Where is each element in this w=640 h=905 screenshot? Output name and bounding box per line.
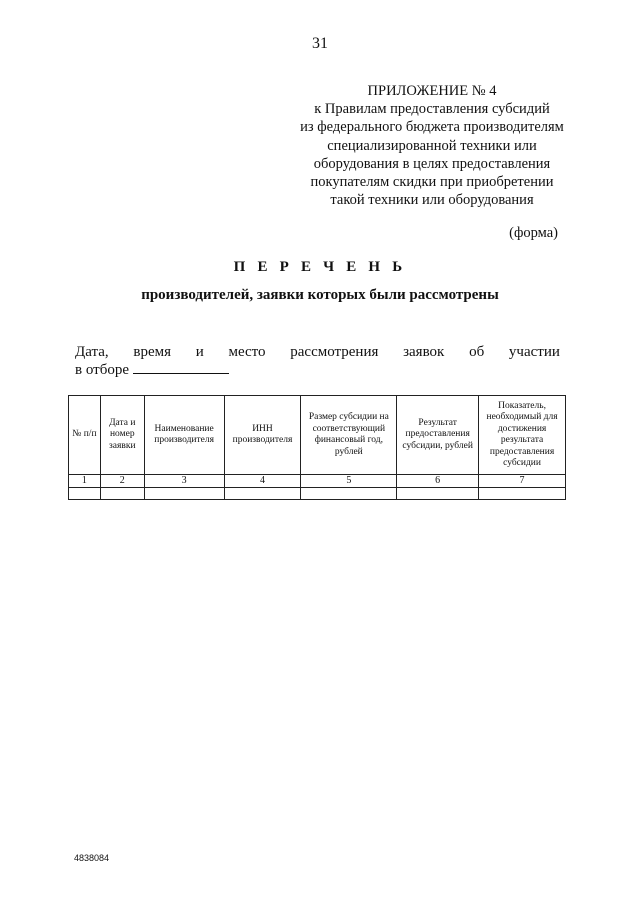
appendix-title: ПРИЛОЖЕНИЕ № 4 — [367, 83, 497, 99]
page-number: 31 — [312, 35, 328, 52]
table-header-row — [69, 396, 566, 475]
appendix-line: покупателям скидки при приобретении — [310, 174, 554, 191]
header-cell-result: Результат предоставления субсидии, рублей — [397, 396, 479, 475]
date-line-word: и — [195, 344, 204, 360]
document-title: П Е Р Е Ч Е Н Ь — [233, 259, 407, 275]
header-cell-inn: ИНН производителя — [224, 396, 301, 475]
appendix-line: специализированной техники или — [327, 137, 537, 154]
appendix-line: к Правилам предоставления субсидий — [314, 101, 550, 118]
date-line-word: об — [469, 344, 485, 360]
header-cell-number: № п/п — [69, 396, 101, 475]
column-number: 1 — [69, 475, 101, 488]
empty-cell — [144, 488, 224, 500]
header-cell-application: Дата и номер заявки — [100, 396, 144, 475]
appendix-line: такой техники или оборудования — [330, 192, 534, 209]
form-note: (форма) — [509, 225, 558, 241]
producers-table — [68, 395, 566, 500]
empty-cell — [100, 488, 144, 500]
column-number: 5 — [301, 475, 397, 488]
appendix-line: из федерального бюджета производителям — [300, 119, 564, 136]
column-number: 3 — [144, 475, 224, 488]
empty-cell — [301, 488, 397, 500]
appendix-header — [282, 82, 582, 209]
column-number: 2 — [100, 475, 144, 488]
empty-cell — [69, 488, 101, 500]
header-cell-subsidy-amount: Размер субсидии на соответствующий финансовый год, рублей — [301, 396, 397, 475]
date-line-word: участии — [508, 344, 560, 360]
column-number: 7 — [479, 475, 566, 488]
column-number: 6 — [397, 475, 479, 488]
header-cell-indicator: Показатель, необходимый для достижения результата предоставления субсидии — [479, 396, 566, 475]
document-subtitle: производителей, заявки которых были рассмотрены — [141, 287, 499, 303]
date-line-word: место — [228, 344, 266, 360]
empty-cell — [479, 488, 566, 500]
empty-cell — [397, 488, 479, 500]
date-line-word: Дата, — [75, 344, 109, 360]
header-cell-producer: Наименование производителя — [144, 396, 224, 475]
empty-cell — [224, 488, 301, 500]
fill-in-blank — [133, 361, 229, 374]
document-id: 4838084 — [74, 853, 110, 863]
appendix-line: оборудования в целях предоставления — [313, 155, 551, 172]
date-line-word: рассмотрения — [290, 344, 379, 360]
column-number: 4 — [224, 475, 301, 488]
date-line-selection: в отборе — [75, 362, 129, 378]
date-place-line — [75, 343, 560, 379]
column-number-row — [69, 475, 566, 488]
date-line-word: время — [133, 344, 172, 360]
table-row — [69, 488, 566, 500]
date-line-word: заявок — [403, 344, 445, 360]
